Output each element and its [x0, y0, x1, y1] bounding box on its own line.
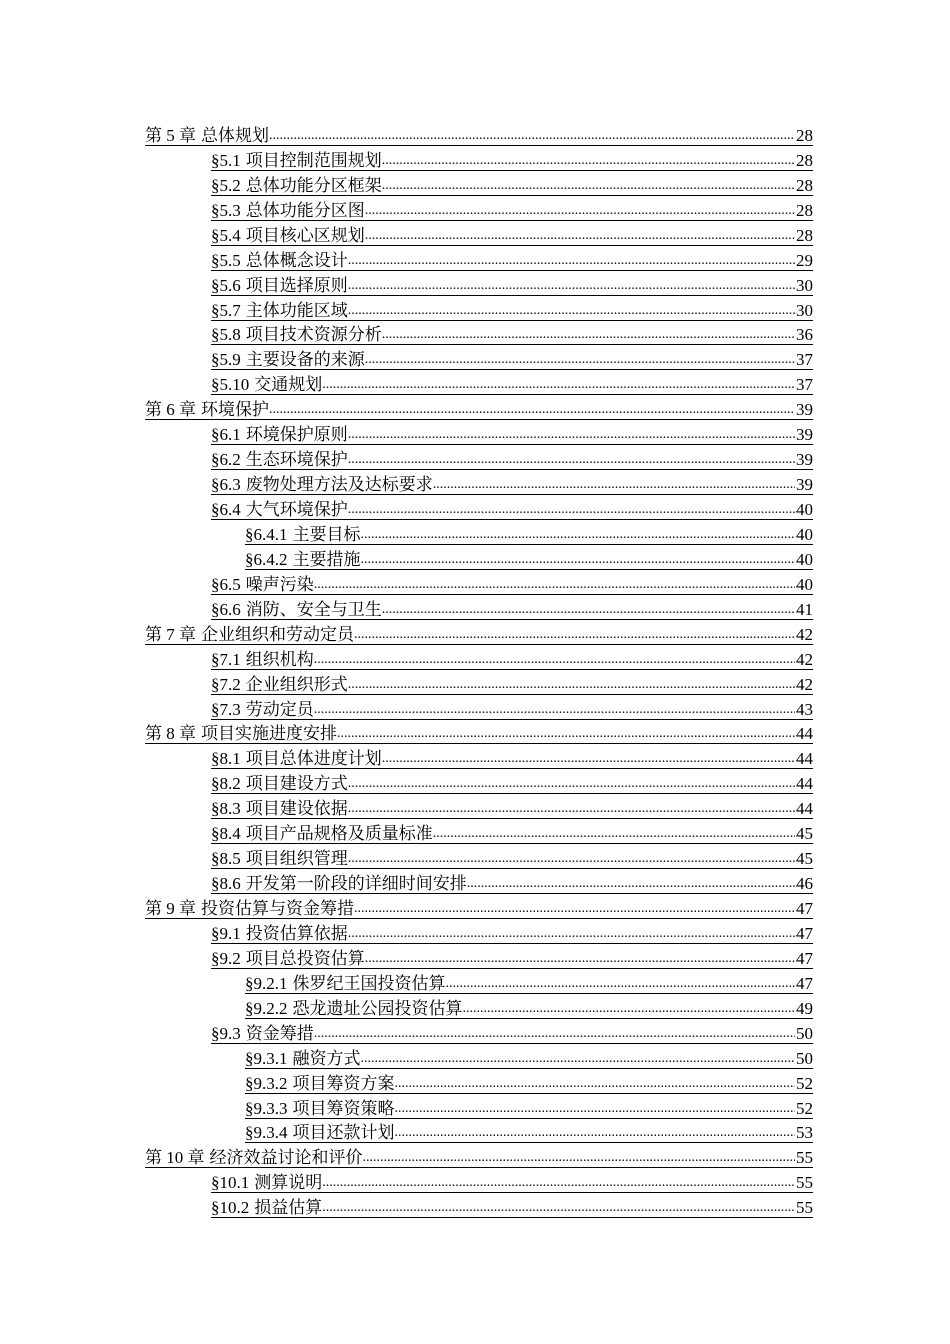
- toc-entry-number: §9.2.2: [245, 998, 288, 1018]
- toc-entry[interactable]: [0, 872, 950, 897]
- toc-entry-page-number: 39: [796, 450, 813, 470]
- toc-entry-line: [211, 475, 813, 495]
- toc-entry-number: §7.1: [211, 649, 241, 669]
- toc-entry-title: 侏罗纪王国投资估算: [292, 973, 446, 993]
- toc-entry-line: [211, 600, 813, 620]
- toc-entry-line: [145, 400, 813, 420]
- toc-entry-number: 第 9 章: [145, 899, 196, 918]
- toc-entry[interactable]: [0, 648, 950, 673]
- toc-entry[interactable]: [0, 623, 950, 648]
- dot-leader: [314, 702, 795, 718]
- toc-entry-line: [245, 999, 813, 1019]
- dot-leader: [322, 1200, 795, 1216]
- dot-leader: [365, 203, 795, 219]
- toc-entry-page-number: 28: [796, 125, 813, 145]
- toc-entry[interactable]: [0, 199, 950, 224]
- toc-entry-line: [145, 724, 813, 744]
- toc-entry-number: §8.1: [211, 749, 241, 769]
- toc-entry-line: [245, 1099, 813, 1119]
- toc-entry-title: 开发第一阶段的详细时间安排: [245, 874, 467, 894]
- toc-entry-page-number: 28: [796, 175, 813, 195]
- toc-entry[interactable]: [0, 149, 950, 174]
- dot-leader: [348, 926, 795, 942]
- dot-leader: [322, 1175, 795, 1191]
- toc-entry-page-number: 40: [796, 549, 813, 569]
- toc-entry-line: [211, 325, 813, 345]
- toc-entry-number: §7.2: [211, 674, 241, 694]
- toc-entry-title: 项目技术资源分析: [245, 325, 382, 345]
- toc-entry-number: §6.4: [211, 500, 241, 519]
- dot-leader: [446, 976, 796, 992]
- toc-entry[interactable]: [0, 423, 950, 448]
- dot-leader: [365, 951, 795, 967]
- toc-entry-title: 总体功能分区框架: [245, 175, 382, 195]
- toc-entry[interactable]: [0, 747, 950, 772]
- toc-entry-title: 项目控制范围规划: [245, 150, 382, 170]
- dot-leader: [348, 452, 795, 468]
- toc-entry-page-number: 42: [796, 624, 813, 644]
- toc-entry-number: §6.2: [211, 450, 241, 470]
- dot-leader: [382, 178, 795, 194]
- toc-entry-title: 环境保护: [201, 400, 269, 420]
- toc-entry-title: 大气环境保护: [245, 500, 348, 519]
- toc-entry-page-number: 52: [796, 1098, 813, 1118]
- dot-leader: [314, 1026, 795, 1042]
- toc-entry-line: [245, 1074, 813, 1094]
- toc-entry-title: 主要设备的来源: [245, 350, 365, 370]
- toc-entry-number: §8.2: [211, 774, 241, 794]
- toc-entry-number: §5.3: [211, 200, 241, 220]
- toc-entry[interactable]: [0, 174, 950, 199]
- dot-leader: [433, 477, 795, 493]
- toc-entry-page-number: 30: [796, 275, 813, 295]
- toc-entry-page-number: 47: [796, 948, 813, 968]
- toc-entry-line: [211, 1173, 813, 1193]
- toc-entry[interactable]: [0, 922, 950, 947]
- toc-entry[interactable]: [0, 573, 950, 598]
- dot-leader: [314, 652, 795, 668]
- table-of-contents: [0, 124, 950, 1221]
- toc-entry-line: [245, 1123, 813, 1143]
- toc-entry-number: 第 6 章: [145, 400, 196, 420]
- toc-entry[interactable]: [0, 947, 950, 972]
- dot-leader: [354, 901, 795, 917]
- toc-entry-line: [211, 1198, 813, 1218]
- toc-entry-page-number: 28: [796, 225, 813, 245]
- toc-entry-title: 项目实施进度安排: [201, 724, 337, 744]
- toc-entry-line: [211, 675, 813, 695]
- toc-entry-line: [211, 226, 813, 246]
- toc-entry-number: §6.4.2: [245, 549, 288, 569]
- toc-entry-page-number: 55: [796, 1173, 813, 1193]
- toc-entry-title: 投资估算依据: [245, 923, 348, 943]
- toc-entry-number: §7.3: [211, 699, 241, 719]
- toc-entry[interactable]: [0, 673, 950, 698]
- toc-entry-page-number: 37: [796, 375, 813, 395]
- toc-entry-page-number: 55: [796, 1148, 813, 1168]
- toc-entry-title: 经济效益讨论和评价: [209, 1148, 363, 1168]
- dot-leader: [348, 427, 795, 443]
- toc-entry-page-number: 47: [796, 899, 813, 918]
- toc-entry-number: §6.1: [211, 425, 241, 445]
- toc-entry-page-number: 39: [796, 475, 813, 495]
- toc-entry-number: §5.4: [211, 225, 241, 245]
- toc-entry-title: 企业组织和劳动定员: [201, 624, 354, 644]
- toc-entry-line: [145, 126, 813, 146]
- toc-entry-title: 项目总体进度计划: [245, 749, 382, 769]
- toc-entry[interactable]: [0, 723, 950, 748]
- toc-entry-line: [211, 450, 813, 470]
- toc-entry-title: 主要目标: [292, 524, 361, 544]
- toc-entry-title: 环境保护原则: [245, 425, 348, 445]
- toc-entry-number: §9.3.2: [245, 1073, 288, 1093]
- dot-leader: [348, 801, 795, 817]
- toc-entry-title: 总体概念设计: [245, 250, 348, 270]
- toc-entry[interactable]: [0, 1146, 950, 1171]
- toc-entry-number: 第 8 章: [145, 724, 196, 744]
- toc-entry-line: [211, 650, 813, 670]
- toc-entry-line: [211, 251, 813, 271]
- toc-entry-number: §5.9: [211, 350, 241, 370]
- toc-entry-line: [211, 949, 813, 969]
- dot-leader: [395, 1101, 796, 1117]
- toc-entry-line: [211, 700, 813, 720]
- toc-entry[interactable]: [0, 324, 950, 349]
- toc-entry-number: §5.7: [211, 300, 241, 320]
- toc-entry[interactable]: [0, 274, 950, 299]
- toc-entry-page-number: 39: [796, 400, 813, 420]
- toc-entry-number: §8.5: [211, 849, 241, 869]
- toc-entry-line: [245, 1049, 813, 1069]
- toc-entry-number: §5.5: [211, 250, 241, 270]
- toc-entry-page-number: 41: [796, 599, 813, 619]
- toc-entry-line: [211, 1024, 813, 1044]
- toc-entry-page-number: 40: [796, 524, 813, 544]
- toc-entry[interactable]: [0, 548, 950, 573]
- toc-entry-line: [245, 550, 813, 570]
- toc-entry-title: 恐龙遗址公园投资估算: [292, 998, 463, 1018]
- toc-entry[interactable]: [0, 822, 950, 847]
- toc-entry-title: 总体规划: [201, 125, 269, 145]
- toc-entry-title: 项目核心区规划: [245, 225, 365, 245]
- toc-entry-title: 项目筹资策略: [292, 1098, 395, 1118]
- toc-entry-line: [211, 799, 813, 819]
- toc-entry-page-number: 45: [796, 849, 813, 869]
- toc-entry-title: 融资方式: [292, 1048, 361, 1068]
- toc-entry-page-number: 44: [796, 724, 813, 744]
- dot-leader: [314, 577, 795, 593]
- toc-entry-number: §10.2: [211, 1198, 250, 1218]
- toc-entry-line: [211, 749, 813, 769]
- toc-entry-title: 总体功能分区图: [245, 200, 365, 220]
- toc-entry-page-number: 43: [796, 699, 813, 719]
- toc-entry-number: §9.1: [211, 923, 241, 943]
- toc-entry[interactable]: [0, 1022, 950, 1047]
- toc-entry-number: §5.6: [211, 275, 241, 295]
- toc-entry-number: §8.3: [211, 799, 241, 819]
- toc-entry-title: 消防、安全与卫生: [245, 599, 382, 619]
- toc-entry[interactable]: [0, 1196, 950, 1221]
- toc-entry[interactable]: [0, 373, 950, 398]
- toc-entry-title: 项目建设依据: [245, 799, 348, 819]
- dot-leader: [361, 527, 796, 543]
- toc-entry-page-number: 40: [796, 500, 813, 519]
- toc-entry-line: [211, 849, 813, 869]
- toc-entry-number: §9.3: [211, 1023, 241, 1043]
- toc-entry-number: §6.5: [211, 574, 241, 594]
- dot-leader: [269, 402, 795, 418]
- toc-entry-page-number: 53: [796, 1123, 813, 1143]
- dot-leader: [467, 876, 795, 892]
- toc-entry-title: 项目选择原则: [245, 275, 348, 295]
- toc-entry[interactable]: [0, 398, 950, 423]
- toc-entry[interactable]: [0, 972, 950, 997]
- toc-entry[interactable]: [0, 224, 950, 249]
- dot-leader: [382, 751, 795, 767]
- dot-leader: [433, 826, 795, 842]
- toc-entry-page-number: 47: [796, 973, 813, 993]
- toc-entry-line: [211, 425, 813, 445]
- toc-entry[interactable]: [0, 1072, 950, 1097]
- toc-entry-title: 主体功能区域: [245, 300, 348, 320]
- toc-entry-title: 项目筹资方案: [292, 1073, 395, 1093]
- toc-entry-number: §10.1: [211, 1173, 250, 1193]
- toc-entry-page-number: 45: [796, 824, 813, 844]
- toc-entry-line: [211, 176, 813, 196]
- toc-entry-title: 资金筹措: [245, 1023, 314, 1043]
- dot-leader: [463, 1001, 796, 1017]
- toc-entry-line: [245, 974, 813, 994]
- toc-entry[interactable]: [0, 473, 950, 498]
- dot-leader: [348, 303, 795, 319]
- toc-entry[interactable]: [0, 124, 950, 149]
- toc-entry[interactable]: [0, 1047, 950, 1072]
- toc-entry-line: [145, 899, 813, 919]
- toc-entry[interactable]: [0, 249, 950, 274]
- toc-entry-number: §9.2.1: [245, 973, 288, 993]
- toc-entry[interactable]: [0, 448, 950, 473]
- dot-leader: [337, 726, 795, 742]
- toc-entry-number: §5.2: [211, 175, 241, 195]
- toc-entry-number: §6.3: [211, 475, 241, 495]
- toc-entry[interactable]: [0, 797, 950, 822]
- toc-entry-title: 项目组织管理: [245, 849, 348, 869]
- toc-entry-title: 项目还款计划: [292, 1123, 395, 1143]
- toc-entry-line: [211, 874, 813, 894]
- toc-entry-title: 劳动定员: [245, 699, 314, 719]
- toc-entry-number: §9.3.1: [245, 1048, 288, 1068]
- toc-entry-page-number: 52: [796, 1073, 813, 1093]
- toc-entry-page-number: 47: [796, 923, 813, 943]
- toc-entry-page-number: 49: [796, 998, 813, 1018]
- toc-entry-number: §9.2: [211, 948, 241, 968]
- toc-entry[interactable]: [0, 598, 950, 623]
- toc-entry[interactable]: [0, 698, 950, 723]
- dot-leader: [354, 627, 795, 643]
- toc-entry-line: [211, 774, 813, 794]
- toc-entry-line: [211, 924, 813, 944]
- toc-entry-line: [211, 824, 813, 844]
- dot-leader: [348, 851, 795, 867]
- toc-entry-line: [245, 525, 813, 545]
- toc-entry[interactable]: [0, 847, 950, 872]
- toc-entry-page-number: 50: [796, 1023, 813, 1043]
- toc-entry-number: §9.3.3: [245, 1098, 288, 1118]
- toc-entry-number: §6.4.1: [245, 524, 288, 544]
- toc-entry-number: §6.6: [211, 599, 241, 619]
- toc-entry[interactable]: [0, 523, 950, 548]
- dot-leader: [365, 352, 795, 368]
- toc-entry-page-number: 42: [796, 674, 813, 694]
- toc-entry-number: 第 7 章: [145, 624, 196, 644]
- toc-entry-line: [145, 625, 813, 645]
- toc-entry[interactable]: [0, 1122, 950, 1147]
- toc-entry-page-number: 44: [796, 774, 813, 794]
- toc-entry-page-number: 37: [796, 350, 813, 370]
- toc-entry-number: §8.4: [211, 824, 241, 844]
- toc-entry-title: 组织机构: [245, 649, 314, 669]
- dot-leader: [395, 1076, 796, 1092]
- toc-entry-page-number: 28: [796, 200, 813, 220]
- toc-entry-title: 项目产品规格及质量标准: [245, 824, 433, 844]
- toc-entry-page-number: 28: [796, 150, 813, 170]
- toc-entry-page-number: 46: [796, 874, 813, 894]
- toc-entry-title: 主要措施: [292, 549, 361, 569]
- toc-entry-line: [211, 301, 813, 321]
- toc-entry-page-number: 50: [796, 1048, 813, 1068]
- toc-entry-title: 项目总投资估算: [245, 948, 365, 968]
- toc-entry[interactable]: [0, 772, 950, 797]
- dot-leader: [382, 153, 795, 169]
- dot-leader: [361, 1051, 796, 1067]
- toc-entry-title: 废物处理方法及达标要求: [245, 475, 433, 495]
- dot-leader: [365, 228, 795, 244]
- dot-leader: [269, 128, 795, 144]
- toc-entry-page-number: 42: [796, 649, 813, 669]
- dot-leader: [348, 776, 795, 792]
- toc-entry-line: [211, 375, 813, 395]
- dot-leader: [395, 1125, 796, 1141]
- toc-entry-title: 交通规划: [254, 375, 323, 395]
- toc-entry-page-number: 55: [796, 1198, 813, 1218]
- toc-entry-page-number: 36: [796, 325, 813, 345]
- toc-entry[interactable]: [0, 1097, 950, 1122]
- toc-entry-page-number: 30: [796, 300, 813, 320]
- dot-leader: [348, 253, 795, 269]
- dot-leader: [348, 502, 795, 518]
- dot-leader: [322, 377, 795, 393]
- toc-entry-page-number: 44: [796, 749, 813, 769]
- toc-entry-title: 噪声污染: [245, 574, 314, 594]
- dot-leader: [348, 677, 795, 693]
- toc-entry-number: §8.6: [211, 874, 241, 894]
- toc-entry-title: 损益估算: [254, 1198, 323, 1218]
- dot-leader: [361, 552, 796, 568]
- toc-entry-title: 测算说明: [254, 1173, 323, 1193]
- toc-entry-number: 第 10 章: [145, 1148, 205, 1168]
- toc-entry-number: §5.8: [211, 325, 241, 345]
- toc-entry-number: §5.10: [211, 375, 250, 395]
- toc-entry[interactable]: [0, 897, 950, 922]
- dot-leader: [382, 327, 795, 343]
- toc-entry-line: [211, 151, 813, 171]
- toc-entry-title: 投资估算与资金筹措: [201, 899, 354, 918]
- toc-entry-number: §5.1: [211, 150, 241, 170]
- toc-entry-number: §9.3.4: [245, 1123, 288, 1143]
- toc-entry[interactable]: [0, 498, 950, 523]
- toc-entry-title: 生态环境保护: [245, 450, 348, 470]
- toc-entry-number: 第 5 章: [145, 125, 196, 145]
- toc-entry-page-number: 29: [796, 250, 813, 270]
- dot-leader: [348, 278, 795, 294]
- dot-leader: [382, 602, 795, 618]
- toc-entry-line: [211, 350, 813, 370]
- toc-entry[interactable]: [0, 997, 950, 1022]
- toc-entry-title: 项目建设方式: [245, 774, 348, 794]
- toc-entry-title: 企业组织形式: [245, 674, 348, 694]
- toc-entry-line: [211, 276, 813, 296]
- toc-entry-line: [211, 500, 813, 520]
- toc-entry-page-number: 40: [796, 574, 813, 594]
- toc-entry[interactable]: [0, 1171, 950, 1196]
- toc-entry[interactable]: [0, 299, 950, 324]
- toc-entry-line: [211, 201, 813, 221]
- toc-entry-page-number: 39: [796, 425, 813, 445]
- toc-entry-line: [145, 1148, 813, 1168]
- toc-entry[interactable]: [0, 348, 950, 373]
- toc-entry-page-number: 44: [796, 799, 813, 819]
- dot-leader: [363, 1150, 796, 1166]
- toc-entry-line: [211, 575, 813, 595]
